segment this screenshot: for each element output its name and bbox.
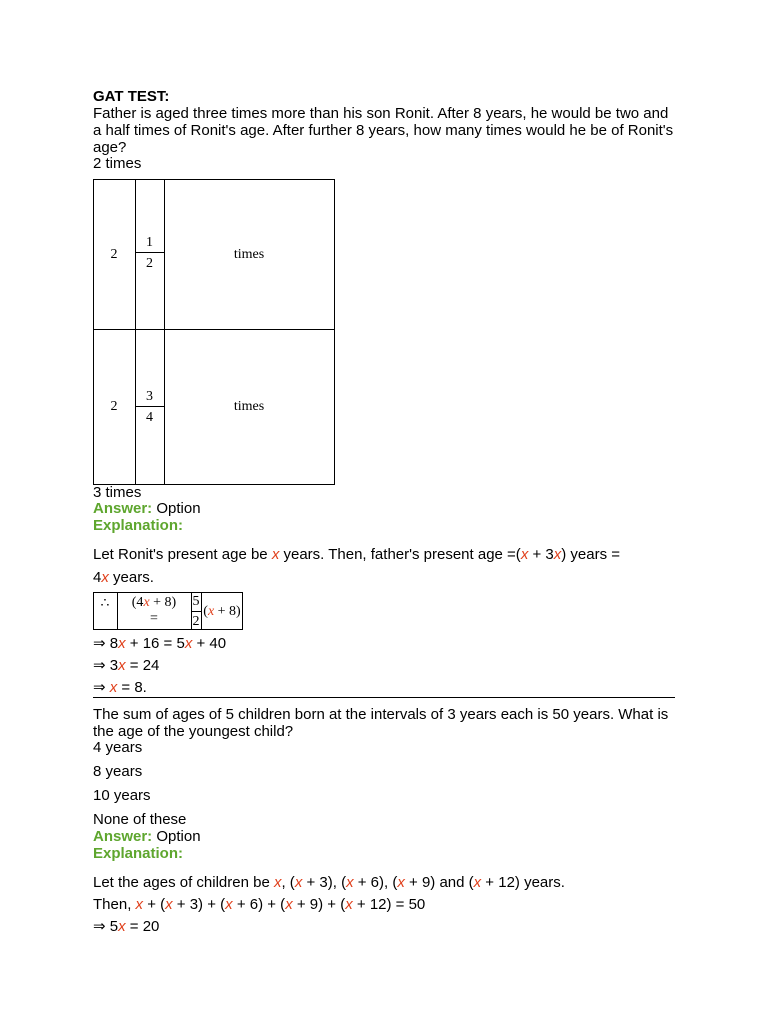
- option-3-unit: times: [233, 399, 265, 414]
- q1-step-2: ⇒ 3x = 24: [93, 657, 160, 674]
- q2-option-2: 8 years: [93, 763, 143, 780]
- question-2-text: The sum of ages of 5 children born at the intervals of 3 years each is 50 years. What is the age of the youngest child?: [93, 706, 669, 740]
- equation-rhs: (x + 8): [203, 604, 241, 619]
- answer-value: Option: [156, 828, 201, 845]
- q2-answer: [93, 828, 201, 845]
- page-title: GAT TEST:: [93, 88, 170, 105]
- answer-label: Answer:: [93, 500, 153, 517]
- q2-explanation-line-1: Let the ages of children be x, (x + 3), (x + 6), (x + 9) and (x + 12) years.: [93, 874, 565, 891]
- q1-answer: [93, 500, 201, 517]
- q1-explanation-line-2: 4x years.: [93, 569, 154, 586]
- q1-option-1: 2 times: [93, 155, 142, 172]
- option-2-numerator: 1: [146, 235, 153, 250]
- therefore-symbol: ∴: [100, 596, 110, 611]
- answer-value: Option: [156, 500, 201, 517]
- option-3-denominator: 4: [146, 410, 153, 425]
- fraction-bar: [135, 406, 164, 407]
- q2-explanation-line-2: Then, x + (x + 3) + (x + 6) + (x + 9) + (x + 12) = 50: [93, 896, 426, 913]
- option-2-unit: times: [233, 247, 265, 262]
- fraction-denominator: 2: [192, 614, 200, 629]
- q2-option-4: None of these: [93, 811, 187, 828]
- option-2-whole: 2: [110, 247, 118, 262]
- q1-step-1: ⇒ 8x + 16 = 5x + 40: [93, 635, 227, 652]
- q1-explanation-line-1: Let Ronit's present age be x years. Then, father's present age =(x + 3x) years =: [93, 546, 621, 563]
- option-2-denominator: 2: [146, 256, 153, 271]
- q2-option-1: 4 years: [93, 739, 143, 756]
- q2-explanation-line-3: ⇒ 5x = 20: [93, 918, 160, 935]
- question-1-text: Father is aged three times more than his son Ronit. After 8 years, he would be two and a half times of Ronit's age. After further 8 years, how many times would he be of Ronit's age?: [93, 105, 674, 156]
- answer-label: Answer:: [93, 828, 153, 845]
- q1-option-4: 3 times: [93, 484, 142, 501]
- fraction-numerator: 5: [192, 594, 200, 609]
- q1-step-3: ⇒ x = 8.: [93, 679, 147, 696]
- question-divider: [93, 697, 675, 698]
- equals-sign: =: [150, 611, 158, 626]
- q1-explanation-label: Explanation:: [93, 517, 184, 534]
- option-3-numerator: 3: [146, 389, 153, 404]
- q2-option-3: 10 years: [93, 787, 151, 804]
- equation-lhs: (4x + 8): [131, 595, 177, 610]
- fraction-bar: [135, 252, 164, 253]
- option-3-whole: 2: [110, 399, 118, 414]
- q2-explanation-label: Explanation:: [93, 845, 184, 862]
